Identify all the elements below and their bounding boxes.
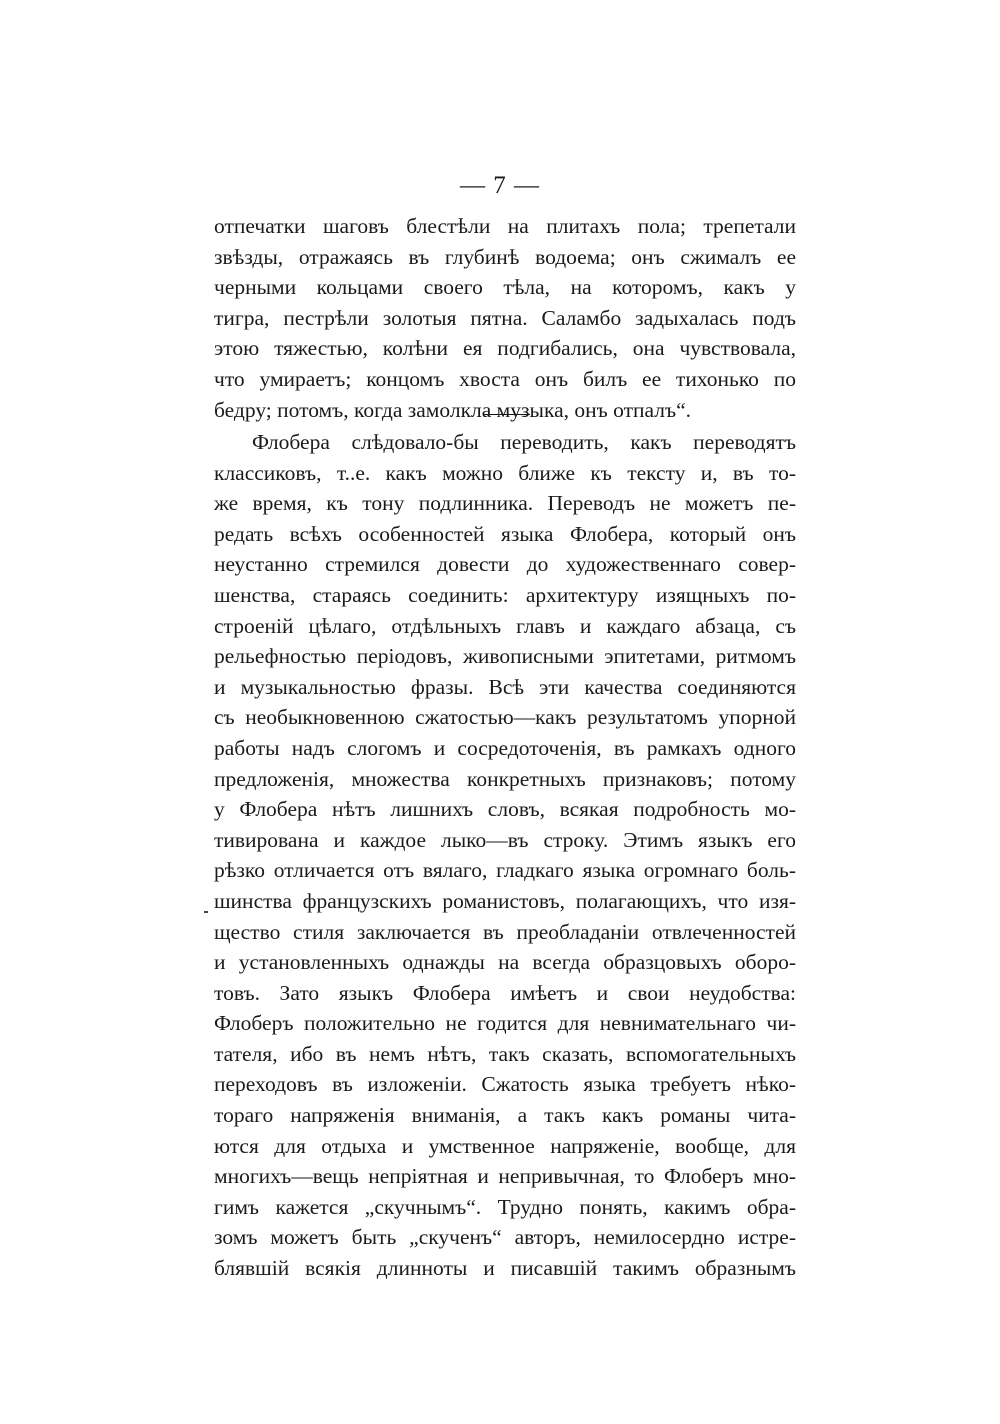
text-line: предложенія, множества конкретныхъ признаковъ; потому xyxy=(214,766,796,791)
text-line: неустанно стремился довести до художественнаго совер- xyxy=(214,552,796,577)
text-line: гимъ кажется „скучнымъ“. Трудно понять, какимъ обра- xyxy=(214,1194,796,1219)
text-line: щество стиля заключается въ преобладаніи отвлеченностей xyxy=(214,919,796,944)
text-line: же время, къ тону подлинника. Переводъ не можетъ пе- xyxy=(214,491,796,516)
text-line: бедру; потомъ, когда замолкла музыка, онъ отпалъ“. xyxy=(214,397,691,422)
text-line: шенства, стараясь соединить: архитектуру изящныхъ по- xyxy=(214,582,796,607)
text-line: ются для отдыха и умственное напряженіе, вообще, для xyxy=(214,1133,796,1158)
text-line: Флоберъ положительно не годится для невнимательнаго чи- xyxy=(214,1011,796,1036)
text-line: классиковъ, т..е. какъ можно ближе къ тексту и, въ то- xyxy=(214,460,796,485)
text-line: черными кольцами своего тѣла, на которомъ, какъ у xyxy=(214,275,796,300)
text-line: отпечатки шаговъ блестѣли на плитахъ пола; трепетали xyxy=(214,214,796,238)
main-paragraph xyxy=(214,427,796,1284)
margin-mark xyxy=(204,911,208,913)
text-line: этою тяжестью, колѣни ея подгибались, она чувствовала, xyxy=(214,336,796,361)
text-line: и установленныхъ однажды на всегда образцовыхъ оборо- xyxy=(214,950,796,975)
text-line: работы надъ слогомъ и сосредоточенія, въ рамкахъ одного xyxy=(214,735,796,760)
section-separator xyxy=(484,414,530,415)
text-line: тигра, пестрѣли золотыя пятна. Саламбо задыхалась подъ xyxy=(214,305,796,330)
text-line: что умираетъ; концомъ хвоста онъ билъ ее тихонько по xyxy=(214,366,796,391)
text-line: шинства французскихъ романистовъ, полагающихъ, что изя- xyxy=(214,888,796,913)
text-line: тивирована и каждое лыко—въ строку. Этимъ языкъ его xyxy=(214,827,796,852)
quote-paragraph xyxy=(214,211,796,425)
text-line: рельефностью періодовъ, живописными эпитетами, ритмомъ xyxy=(214,644,796,669)
page-number: — 7 — xyxy=(460,172,540,199)
text-line: съ необыкновенною сжатостью—какъ результатомъ упорной xyxy=(214,705,796,730)
text-line: многихъ—вещь непріятная и непривычная, то Флоберъ мно- xyxy=(214,1164,796,1189)
text-line: тателя, ибо въ немъ нѣтъ, такъ сказать, вспомогательныхъ xyxy=(214,1041,796,1066)
text-line: тораго напряженія вниманія, а такъ какъ романы чита- xyxy=(214,1103,796,1128)
text-line: зомъ можетъ быть „скученъ“ авторъ, немилосердно истре- xyxy=(214,1225,796,1250)
text-line: переходовъ въ изложеніи. Сжатость языка требуетъ нѣко- xyxy=(214,1072,796,1097)
text-line: строеній цѣлаго, отдѣльныхъ главъ и каждаго абзаца, съ xyxy=(214,613,796,638)
text-line: рѣзко отличается отъ вялаго, гладкаго языка огромнаго боль- xyxy=(214,858,796,883)
text-line: товъ. Зато языкъ Флобера имѣетъ и свои неудобства: xyxy=(214,980,796,1005)
text-line: блявшій всякія длинноты и писавшій такимъ образнымъ xyxy=(214,1256,796,1281)
text-line: и музыкальностью фразы. Всѣ эти качества соединяются xyxy=(214,674,796,699)
text-line: звѣзды, отражаясь въ глубинѣ водоема; онъ сжималъ ее xyxy=(214,244,796,269)
text-line: редать всѣхъ особенностей языка Флобера, который онъ xyxy=(214,521,796,546)
text-line: Флобера слѣдовало-бы переводить, какъ переводятъ xyxy=(252,430,796,454)
text-line: у Флобера нѣтъ лишнихъ словъ, всякая подробность мо- xyxy=(214,797,796,822)
